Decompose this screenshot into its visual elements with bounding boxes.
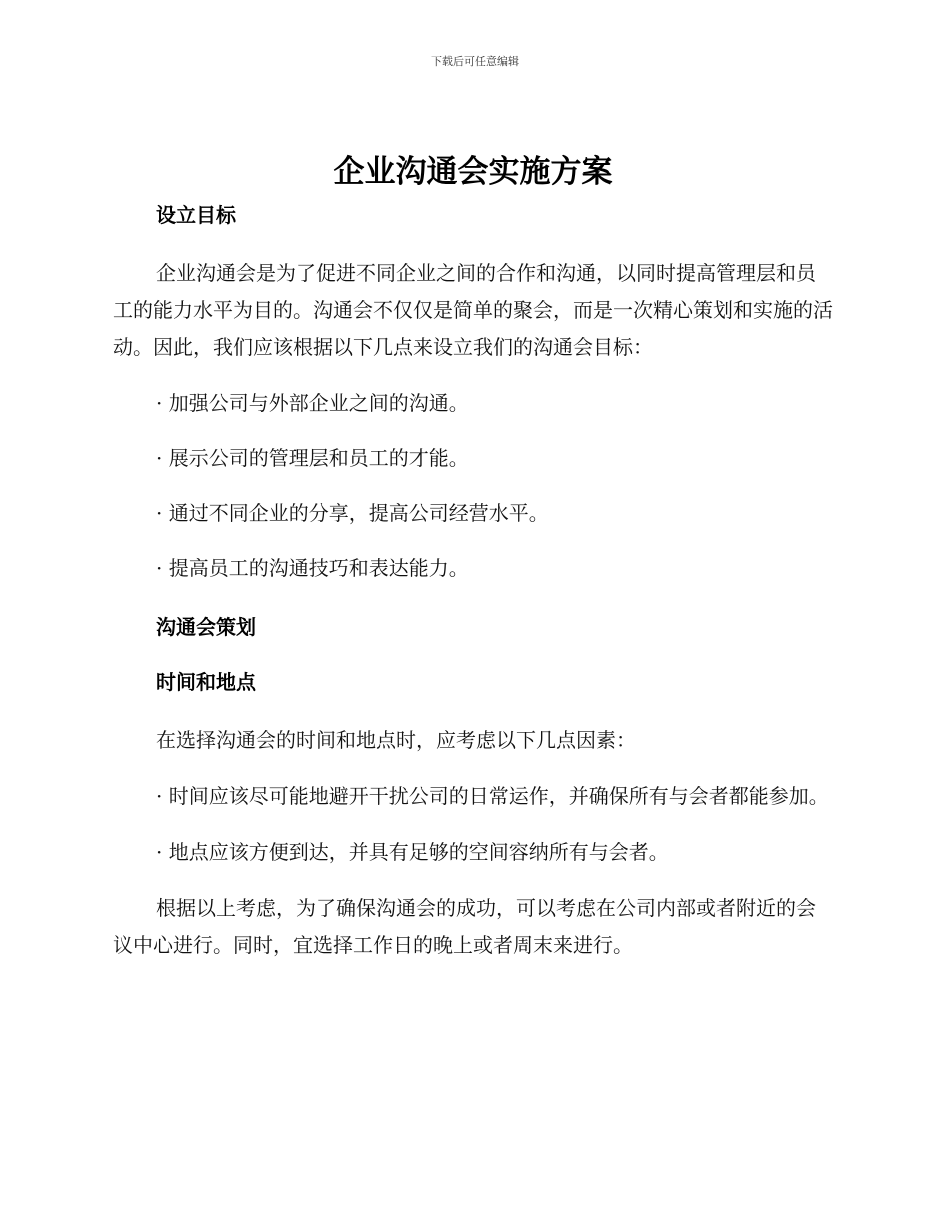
time-place-bullet-2: · 地点应该方便到达，并具有足够的空间容纳所有与会者。 <box>156 840 669 864</box>
goal-bullet-1: · 加强公司与外部企业之间的沟通。 <box>156 391 469 415</box>
section-heading-goal: 设立目标 <box>156 203 236 227</box>
page-header-note: 下载后可任意编辑 <box>431 55 519 68</box>
time-place-bullet-1: · 时间应该尽可能地避开干扰公司的日常运作，并确保所有与会者都能参加。 <box>156 784 829 808</box>
time-place-intro-paragraph: 在选择沟通会的时间和地点时，应考虑以下几点因素： <box>156 728 636 752</box>
goal-bullet-2: · 展示公司的管理层和员工的才能。 <box>156 446 469 470</box>
document-title: 企业沟通会实施方案 <box>333 154 613 190</box>
goal-intro-paragraph: 企业沟通会是为了促进不同企业之间的合作和沟通，以同时提高管理层和员工的能力水平为目的。沟通会不仅仅是简单的聚会，而是一次精心策划和实施的活动。因此，我们应该根据以下几点来设立我们的沟通会目标： <box>113 261 833 359</box>
goal-bullet-4: · 提高员工的沟通技巧和表达能力。 <box>156 556 469 580</box>
document-body <box>113 150 833 964</box>
time-place-conclusion-paragraph: 根据以上考虑，为了确保沟通会的成功，可以考虑在公司内部或者附近的会议中心进行。同时，宜选择工作日的晚上或者周末来进行。 <box>113 896 816 957</box>
section-heading-time-place: 时间和地点 <box>156 670 256 694</box>
section-heading-planning: 沟通会策划 <box>156 615 256 639</box>
goal-bullet-3: · 通过不同企业的分享，提高公司经营水平。 <box>156 501 549 525</box>
